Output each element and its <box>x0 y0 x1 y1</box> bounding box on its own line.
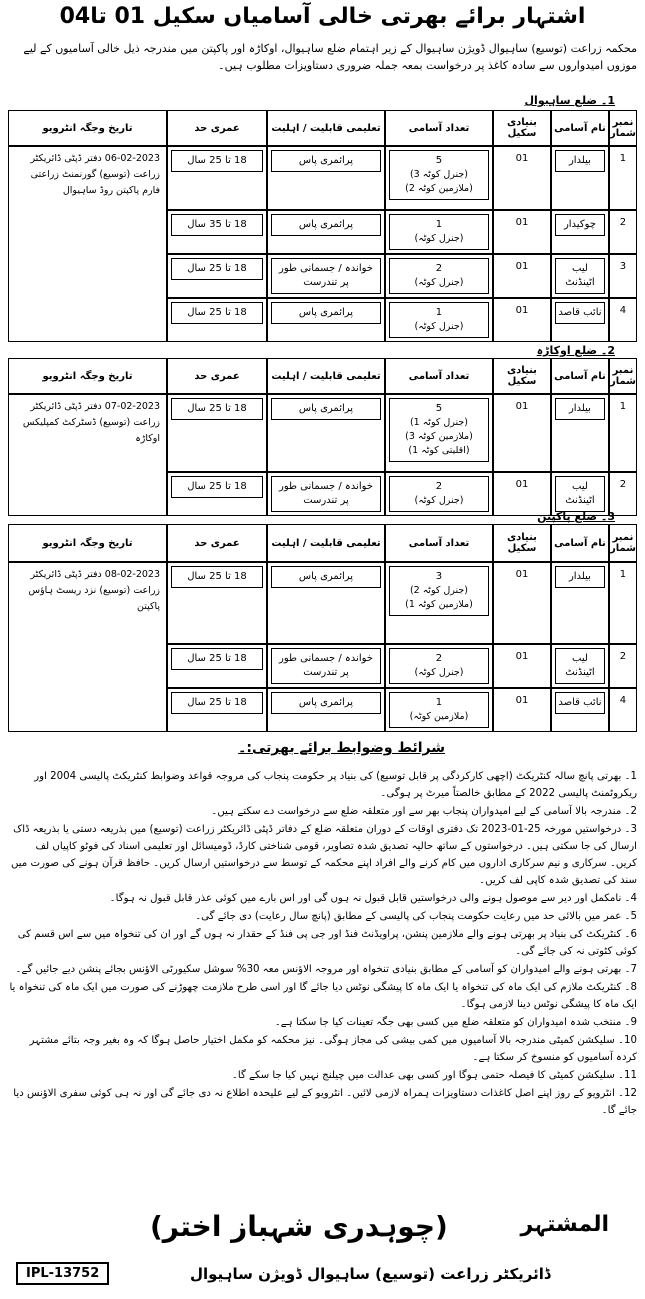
count-value: 2 <box>435 263 443 274</box>
post-count <box>389 648 489 684</box>
col-header: تعلیمی قابلیت / اہلیت <box>267 524 385 562</box>
page-title: اشتہار برائے بھرتی خالی آسامیاں سکیل 01 تا04 <box>59 4 586 29</box>
condition-item: 6۔ کنٹریکٹ کی بنیاد پر بھرتی ہونے والے ملازمین پنشن، پراویڈنٹ فنڈ اور جی پی فنڈ کے حقدار نہ ہوں گے اور ان کی تنخواہ میں سے اس قسم کی کوئی کٹوتی نہ کی جائے گی۔ <box>17 929 637 957</box>
row-no: 2 <box>619 217 627 228</box>
row-no: 1 <box>619 153 627 164</box>
condition-item: 8۔ کنٹریکٹ ملازم کی ایک ماہ کی تنخواہ یا ایک ماہ کا پیشگی نوٹس دیا جائے گا اور اسی طرح ملازمت چھوڑنے کی صورت میں ایک ماہ کی تنخواہ یا ایک ماہ کا پیشگی نوٹس دینا لازمی ہوگا۔ <box>9 982 637 1010</box>
count-value: 5 <box>435 403 443 414</box>
row-no: 1 <box>619 401 627 412</box>
condition-item: 11۔ سلیکشن کمیٹی کا فیصلہ حتمی ہوگا اور کسی بھی عدالت میں چیلنج نہیں کیا جا سکے گا۔ <box>231 1070 637 1081</box>
ipl-number: IPL-13752 <box>16 1262 109 1285</box>
quota-detail: (ملازمین کوٹہ 2) <box>405 183 473 194</box>
col-header: عمری حد <box>167 358 267 394</box>
col-header: تعلیمی قابلیت / اہلیت <box>267 358 385 394</box>
intro-paragraph: محکمہ زراعت (توسیع) ساہیوال ڈویژن ساہیوال کے زیر اہتمام ضلع ساہیوال، اوکاڑہ اور پاکپتن میں مندرجہ ذیل خالی آسامیوں کے لیے موزوں امیدواروں سے سادہ کاغذ پر درخواست بمعہ جملہ ضروری دستاویزات مطلوب ہیں۔ <box>23 42 637 72</box>
col-header: تاریخ وجگہ انٹرویو <box>8 110 167 146</box>
count-value: 1 <box>435 307 443 318</box>
count-value: 1 <box>435 697 443 708</box>
condition-item: 1۔ بھرتی پانچ سالہ کنٹریکٹ (اچھی کارکردگی پر قابل توسیع) کی بنیاد پر حکومت پنجاب کی مروجہ قواعد وضوابط کنٹریکٹ پالیسی 2004 اور ریکروٹمنٹ پالیسی 2022 کے مطابق خالصتاً میرٹ پر ہوگی۔ <box>34 771 637 799</box>
scale: 01 <box>515 695 529 706</box>
section-heading-sahiwal: 1۔ ضلع ساہیوال <box>524 94 615 107</box>
table-row <box>8 394 637 472</box>
quota-detail: (جنرل کوٹہ) <box>414 277 464 288</box>
quota-detail: (ملازمین کوٹہ 3) <box>405 431 473 442</box>
section-heading-okara: 2۔ ضلع اوکاڑہ <box>536 344 615 357</box>
qualification: پرائمری پاس <box>271 398 381 420</box>
count-value: 1 <box>435 219 443 230</box>
post-count <box>389 566 489 616</box>
col-header: تعداد آسامی <box>385 524 493 562</box>
table-header-row <box>8 358 637 394</box>
qualification: پرائمری پاس <box>271 150 381 172</box>
col-header: بنیادی سکیل <box>493 524 551 562</box>
qualification: پرائمری پاس <box>271 692 381 714</box>
post-count <box>389 476 489 512</box>
row-no: 4 <box>619 305 627 316</box>
row-no: 1 <box>619 569 627 580</box>
col-header: تعلیمی قابلیت / اہلیت <box>267 110 385 146</box>
count-value: 2 <box>435 481 443 492</box>
condition-item: 2۔ مندرجہ بالا آسامی کے لیے امیدواران پنجاب بھر سے اور متعلقہ ضلع سے درخواست دے سکتے ہیں۔ <box>211 806 637 817</box>
count-value: 5 <box>435 155 443 166</box>
table-sahiwal <box>8 110 637 342</box>
condition-item: 3۔ درخواستیں مورخہ 25-01-2023 تک دفتری اوقات کے دوران متعلقہ ضلع کے دفاتر ڈپٹی ڈائریکٹر زراعت (توسیع) میں بذریعہ دستی یا بذریعہ ڈاک ارسال کی جا سکتی ہیں۔ درخواستوں کے ساتھ حالیہ تصدیق شدہ تصاویر، قومی شناختی کارڈ، ڈومیسائل اور تعلیمی اسناد کی فوٹو کاپیاں لف کریں۔ سرکاری و نیم سرکاری اداروں میں کام کرنے والے افراد اپنے محکمہ کے توسط سے درخواستیں ارسال کریں۔ حافظ قرآن ہونے کی صورت میں سند کی تصدیق شدہ کاپی لف کریں۔ <box>10 824 637 886</box>
advertiser-name: (چوہدری شہباز اختر) <box>150 1210 448 1243</box>
advertiser-label: المشتہر <box>520 1212 609 1237</box>
scale: 01 <box>515 261 529 272</box>
col-header: تعداد آسامی <box>385 358 493 394</box>
scale: 01 <box>515 569 529 580</box>
condition-item: 7۔ بھرتی ہونے والے امیدواران کو آسامی کے مطابق بنیادی تنخواہ اور مروجہ الاؤنس معہ 30% سوشل سکیورٹی الاؤنس بجائے پنشن دیے جائیں گے۔ <box>15 964 637 975</box>
conditions-list <box>8 768 637 1120</box>
post-name: بیلدار <box>555 398 605 420</box>
scale: 01 <box>515 479 529 490</box>
quota-detail: (ملازمین کوٹہ) <box>409 711 469 722</box>
post-count <box>389 302 489 338</box>
age-limit: 18 تا 25 سال <box>171 648 263 670</box>
col-header: نمبر شمار <box>609 358 637 394</box>
col-header: نام آسامی <box>551 524 609 562</box>
condition-item: 9۔ منتخب شدہ امیدواران کو متعلقہ ضلع میں کسی بھی جگہ تعینات کیا جا سکتا ہے۔ <box>274 1017 637 1028</box>
post-count <box>389 398 489 462</box>
post-name: لیب اٹینڈنٹ <box>555 258 605 294</box>
post-name: نائب قاصد <box>555 692 605 714</box>
qualification: خواندہ / جسمانی طور پر تندرست <box>271 258 381 294</box>
table-header-row <box>8 524 637 562</box>
qualification: خواندہ / جسمانی طور پر تندرست <box>271 648 381 684</box>
age-limit: 18 تا 25 سال <box>171 150 263 172</box>
age-limit: 18 تا 25 سال <box>171 258 263 280</box>
interview-details: 08-02-2023 دفتر ڈپٹی ڈائریکٹر زراعت (توسیع) نزد ریسٹ ہاؤس پاکپتن <box>28 569 161 612</box>
col-header: تعداد آسامی <box>385 110 493 146</box>
post-name: لیب اٹینڈنٹ <box>555 476 605 512</box>
age-limit: 18 تا 35 سال <box>171 214 263 236</box>
scale: 01 <box>515 651 529 662</box>
row-no: 2 <box>619 479 627 490</box>
quota-detail: (جنرل کوٹہ 3) <box>409 169 468 180</box>
advertiser-office: ڈائریکٹر زراعت (توسیع) ساہیوال ڈویژن ساہیوال <box>190 1265 551 1283</box>
age-limit: 18 تا 25 سال <box>171 566 263 588</box>
age-limit: 18 تا 25 سال <box>171 476 263 498</box>
table-row <box>8 146 637 210</box>
condition-item: 10۔ سلیکشن کمیٹی مندرجہ بالا آسامیوں میں کمی بیشی کی مجاز ہوگی۔ نیز محکمہ کو مکمل اختیار حاصل ہوگا کہ وہ بغیر وجہ بتائے مشتہر کردہ آسامیوں کو منسوخ کر سکتا ہے۔ <box>29 1035 637 1063</box>
quota-detail: (جنرل کوٹہ 1) <box>409 417 468 428</box>
post-count <box>389 692 489 728</box>
age-limit: 18 تا 25 سال <box>171 302 263 324</box>
table-row <box>8 562 637 644</box>
post-name: نائب قاصد <box>555 302 605 324</box>
scale: 01 <box>515 401 529 412</box>
col-header: نمبر شمار <box>609 524 637 562</box>
quota-detail: (جنرل کوٹہ) <box>414 233 464 244</box>
condition-item: 5۔ عمر میں بالائی حد میں رعایت حکومت پنجاب کی پالیسی کے مطابق (پانچ سال رعایت) دی جائے گی۔ <box>195 911 637 922</box>
col-header: عمری حد <box>167 110 267 146</box>
quota-detail: (جنرل کوٹہ) <box>414 495 464 506</box>
col-header: بنیادی سکیل <box>493 110 551 146</box>
post-name: لیب اٹینڈنٹ <box>555 648 605 684</box>
qualification: پرائمری پاس <box>271 302 381 324</box>
qualification: پرائمری پاس <box>271 214 381 236</box>
age-limit: 18 تا 25 سال <box>171 398 263 420</box>
col-header: نمبر شمار <box>609 110 637 146</box>
quota-detail: (جنرل کوٹہ 2) <box>409 585 468 596</box>
row-no: 3 <box>619 261 627 272</box>
scale: 01 <box>515 153 529 164</box>
count-value: 2 <box>435 653 443 664</box>
row-no: 2 <box>619 651 627 662</box>
post-name: بیلدار <box>555 566 605 588</box>
quota-detail: (جنرل کوٹہ) <box>414 321 464 332</box>
section-heading-pakpattan: 3۔ ضلع پاکپتن <box>537 510 615 523</box>
scale: 01 <box>515 217 529 228</box>
col-header: بنیادی سکیل <box>493 358 551 394</box>
col-header: نام آسامی <box>551 110 609 146</box>
interview-details: 07-02-2023 دفتر ڈپٹی ڈائریکٹر زراعت (توسیع) ڈسٹرکٹ کمپلیکس اوکاڑہ <box>22 401 161 444</box>
conditions-heading: شرائط وضوابط برائے بھرتی:۔ <box>238 740 445 756</box>
post-count <box>389 258 489 294</box>
post-name: چوکیدار <box>555 214 605 236</box>
table-header-row <box>8 110 637 146</box>
quota-detail: (جنرل کوٹہ) <box>414 667 464 678</box>
table-pakpattan <box>8 524 637 732</box>
count-value: 3 <box>435 571 443 582</box>
scale: 01 <box>515 305 529 316</box>
row-no: 4 <box>619 695 627 706</box>
interview-details: 06-02-2023 دفتر ڈپٹی ڈائریکٹر زراعت (توسیع) گورنمنٹ زراعتی فارم پاکپتن روڈ ساہیوال <box>30 153 161 196</box>
col-header: تاریخ وجگہ انٹرویو <box>8 524 167 562</box>
age-limit: 18 تا 25 سال <box>171 692 263 714</box>
quota-detail: (اقلیتی کوٹہ 1) <box>408 445 470 456</box>
col-header: تاریخ وجگہ انٹرویو <box>8 358 167 394</box>
post-count <box>389 214 489 250</box>
table-okara <box>8 358 637 516</box>
condition-item: 12۔ انٹرویو کے روز اپنے اصل کاغذات دستاویزات ہمراہ لازمی لائیں۔ انٹرویو کے لیے علیحدہ اطلاع نہ دی جائے گی اور نہ ہی کوئی سفری الاؤنس دیا جائے گا۔ <box>13 1088 637 1116</box>
qualification: خواندہ / جسمانی طور پر تندرست <box>271 476 381 512</box>
quota-detail: (ملازمین کوٹہ 1) <box>405 599 473 610</box>
col-header: عمری حد <box>167 524 267 562</box>
qualification: پرائمری پاس <box>271 566 381 588</box>
post-count <box>389 150 489 200</box>
col-header: نام آسامی <box>551 358 609 394</box>
condition-item: 4۔ نامکمل اور دیر سے موصول ہونے والی درخواستیں قابل قبول نہ ہوں گی اور اس بارے میں کوئی عذر قابل قبول نہ ہوگا۔ <box>109 893 637 904</box>
post-name: بیلدار <box>555 150 605 172</box>
